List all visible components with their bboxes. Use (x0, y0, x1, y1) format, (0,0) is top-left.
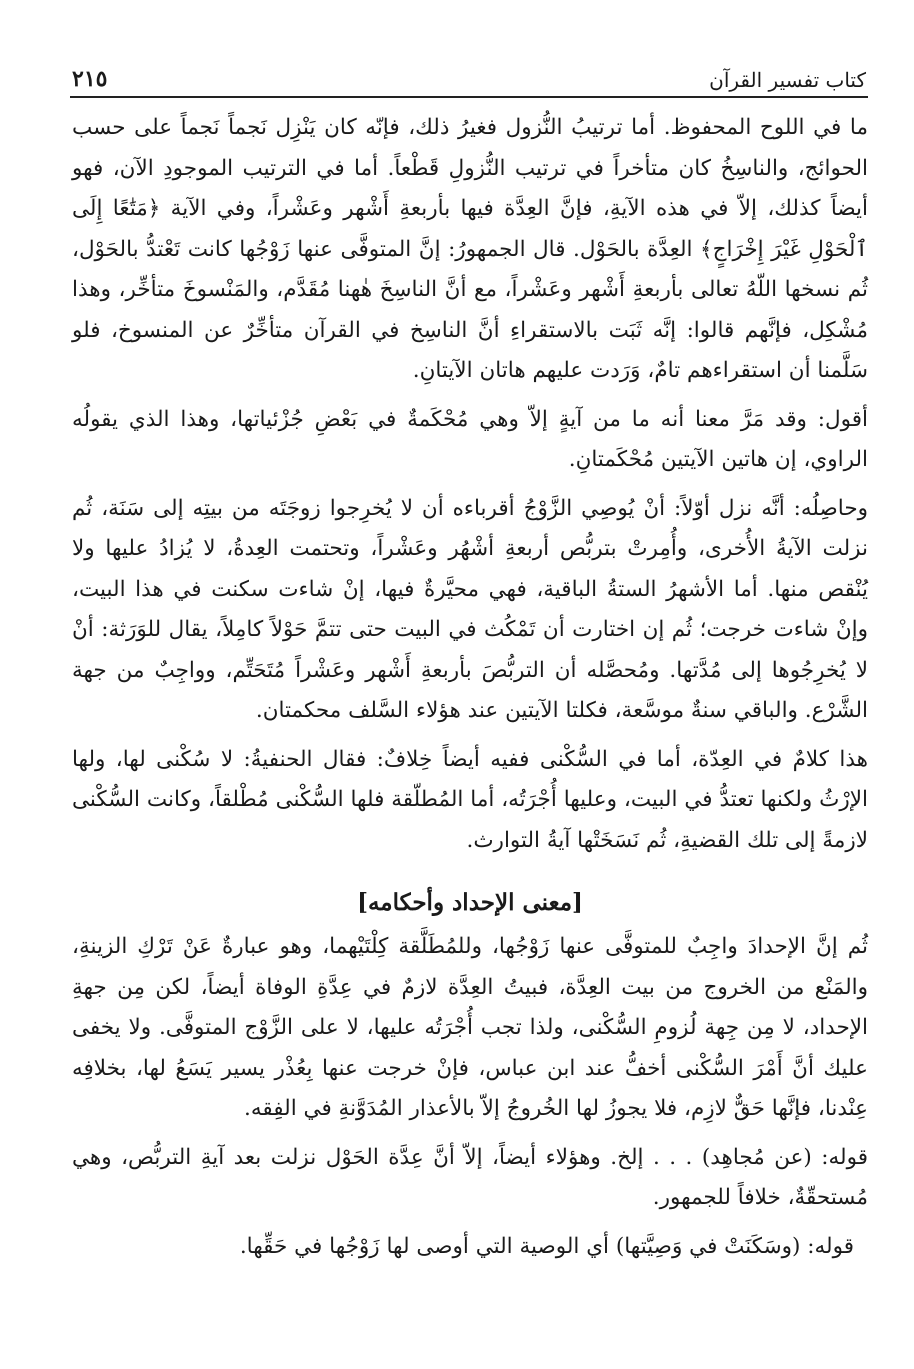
page-number: ٢١٥ (72, 66, 108, 92)
page-header (72, 52, 866, 92)
running-head: كتاب تفسير القرآن (709, 68, 866, 92)
paragraph: ما في اللوح المحفوظ. أما ترتيبُ النُّزول فغيرُ ذلك، فإنّه كان يَنْزِل نَجماً نَجماً على حسب الحوائج، والناسِخُ كان متأخراً في ترتيب النُّزولِ قَطْعاً. أما في الترتيب الموجودِ الآن، فهو أيضاً كذلك، إلاّ في هذه الآيةِ، فإنَّ العِدَّة فيها بأربعةِ أَشْهر وعَشْراً، وفي الآية ﴿مَتَٰعًا إِلَى ٱلْحَوْلِ غَيْرَ إِخْرَاجٍ﴾ العِدَّة بالحَوْل. قال الجمهورُ: إنَّ المتوفَّى عنها زَوْجُها كانت تَعْتدُّ بالحَوْل، ثُم نسخها اللّهُ تعالى بأربعةِ أَشْهر وعَشْراً، مع أنَّ الناسِخَ هٰهنا مُقَدَّم، والمَنْسوخَ متأخِّر، وهذا مُشْكِل، فإنَّهم قالوا: إنَّه ثَبَت بالاستقراءِ أنَّ الناسِخ في القرآن متأخِّرٌ عن المنسوخ، فلو سَلَّمنا أن استقراءهم تامٌ، وَرَدت عليهم هاتان الآيتانِ. (72, 115, 868, 383)
section-heading: [معنى الإحداد وأحكامه] (357, 889, 583, 916)
paragraph: قوله: (عن مُجاهِد) . . . إلخ. وهؤلاء أيضاً، إلاّ أنَّ عِدَّة الحَوْل نزلت بعد آيةِ التربُّص، وهي مُستحقّةٌ، خلافاً للجمهور. (72, 1144, 868, 1210)
body-text (72, 108, 868, 1275)
paragraph: أقول: وقد مَرَّ معنا أنه ما من آيةٍ إلاّ وهي مُحْكَمةٌ في بَعْضِ جُزْئياتها، وهذا الذي يقولُه الراوي، إن هاتين الآيتين مُحْكَمتانِ. (72, 406, 868, 472)
paragraph: قوله: (وسَكَنَتْ في وَصِيَّتها) أي الوصية التي أوصى لها زَوْجُها في حَقِّها. (239, 1233, 854, 1259)
header-rule (70, 96, 868, 98)
paragraph: ثُم إنَّ الإحدادَ واجِبٌ للمتوفَّى عنها زَوْجُها، وللمُطَلَّقة كِلْتَيْهما، وهو عبارةٌ عَنْ تَرْكِ الزينةِ، والمَنْع من الخروج من بيت العِدَّة، فبيتُ العِدَّة لازمٌ في عِدَّةِ الوفاة أيضاً، لكن مِن جهةِ الإحداد، لا مِن جِهة لُزومِ السُّكْنى، ولذا تجب أُجْرَتُه عليها، لا على الزَّوْج المتوفَّى. ولا يخفى عليك أنَّ أَمْرَ السُّكْنى أخفُّ عند ابن عباس، فإنْ خرجت عنها بِعُذْر يسير يَسَعُ لها، بخلافِه عِنْدنا، فإنَّها حَقٌّ لازِم، فلا يجوزُ لها الخُروجُ إلاّ بالأعذار المُدَوَّنةِ في الفِقه. (72, 934, 868, 1121)
paragraph: وحاصِلُه: أنَّه نزل أوّلاً: أنْ يُوصِي الزَّوْجُ أقرباءه أن لا يُخرِجوا زوجَتَه من بيتِه إلى سَنَة، ثُم نزلت الآيةُ الأُخرى، وأُمِرتْ بتربُّص أربعةِ أشْهُر وعَشْراً، وتحتمت العِدةُ، لا يُزادُ عليها ولا يُنْقص منها. أما الأشهرُ الستةُ الباقية، فهي محيَّرةٌ فيها، إنْ شاءت سكنت في هذا البيت، وإنْ شاءت خرجت؛ ثُم إن اختارت أن تَمْكُث في البيت حتى تتمَّ حَوْلاً كامِلاً، يقال للوَرَثة: أنْ لا يُخرِجُوها إلى مُدَّتها. ومُحصَّله أن التربُّصَ بأربعةِ أَشْهر وعَشْراً مُتَحَتِّم، وواجِبٌ من جهة الشَّرْع. والباقي سنةٌ موسَّعة، فكلتا الآيتين عند هؤلاء السَّلف محكمتان. (72, 495, 868, 723)
paragraph: هذا كلامٌ في العِدّة، أما في السُّكْنى ففيه أيضاً خِلافٌ: فقال الحنفيةُ: لا سُكْنى لها، ولها الإرْثُ ولكنها تعتدُّ في البيت، وعليها أُجْرَتُه، أما المُطلّقة فلها السُّكْنى مُطْلقاً، وكانت السُّكْنى لازمةً إلى تلك القضيةِ، ثُم نَسَخَتْها آيةُ التوارث. (72, 746, 868, 853)
